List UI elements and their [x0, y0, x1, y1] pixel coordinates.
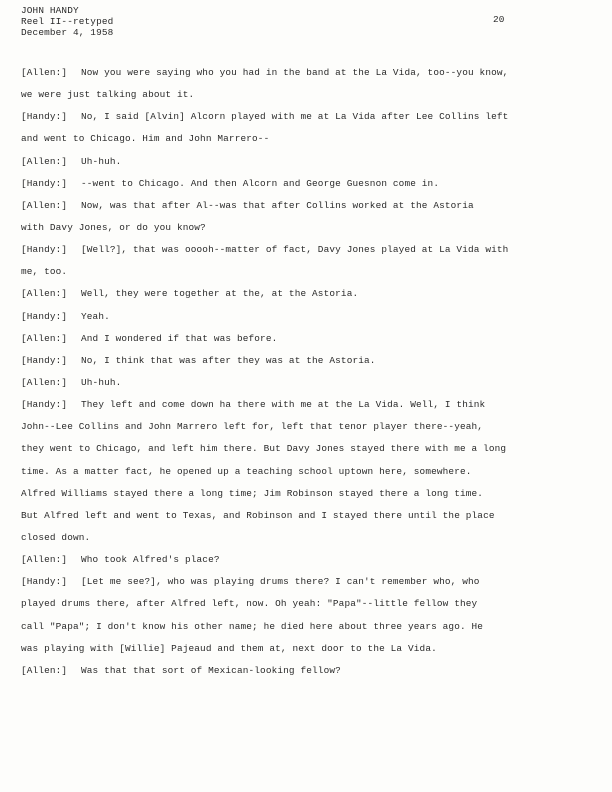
speaker-label: [Handy:] — [21, 111, 68, 123]
line-text: They left and come down ha there with me at the La Vida. Well, I think — [81, 399, 486, 411]
speaker-label: [Allen:] — [21, 67, 68, 78]
transcript-line — [21, 67, 581, 89]
transcript-line — [21, 576, 581, 598]
transcript-line — [21, 399, 581, 421]
transcript-line — [21, 111, 581, 133]
page-number: 20 — [493, 14, 505, 25]
line-text: Well, they were together at the, at the Astoria. — [81, 288, 359, 300]
line-text: But Alfred left and went to Texas, and Robinson and I stayed there until the place — [21, 509, 495, 521]
line-text: we were just talking about it. — [21, 89, 195, 101]
transcript-line — [21, 466, 581, 488]
transcript-line — [21, 156, 581, 178]
line-text: and went to Chicago. Him and John Marrero-- — [21, 133, 270, 145]
speaker-label: [Allen:] — [21, 376, 68, 388]
transcript-line — [21, 266, 581, 288]
transcript-line — [21, 443, 581, 465]
speaker-label: [Allen:] — [21, 332, 68, 344]
transcript-line — [21, 643, 581, 665]
speaker-label: [Handy:] — [21, 354, 68, 366]
line-text: --went to Chicago. And then Alcorn and George Guesnon come in. — [81, 177, 440, 189]
line-text: with Davy Jones, or do you know? — [21, 221, 206, 233]
transcript-line — [21, 377, 581, 399]
speaker-label: [Handy:] — [21, 399, 68, 411]
line-text: No, I think that was after they was at the Astoria. — [81, 354, 376, 366]
transcript-line — [21, 421, 581, 443]
line-text: Uh-huh. — [81, 376, 122, 388]
transcript-line — [21, 200, 581, 222]
line-text: call "Papa"; I don't know his other name; he died here about three years ago. He — [21, 620, 484, 632]
line-text: John--Lee Collins and John Marrero left for, left that tenor player there--yeah, — [21, 421, 484, 433]
line-text: Now you were saying who you had in the band at the La Vida, too--you know, — [81, 67, 509, 78]
line-text: Yeah. — [81, 310, 110, 322]
speaker-label: [Allen:] — [21, 155, 68, 167]
line-text: closed down. — [21, 531, 91, 543]
line-text: [Let me see?], who was playing drums there? I can't remember who, who — [81, 576, 480, 588]
line-text: was playing with [Willie] Pajeaud and them at, next door to the La Vida. — [21, 642, 437, 654]
line-text: time. As a matter fact, he opened up a teaching school uptown here, somewhere. — [21, 465, 472, 477]
reel-label: Reel II--retyped — [21, 16, 114, 27]
speaker-label: [Handy:] — [21, 576, 68, 588]
transcript-line — [21, 311, 581, 333]
line-text: [Well?], that was ooooh--matter of fact, Davy Jones played at La Vida with — [81, 244, 509, 256]
line-text: Alfred Williams stayed there a long time; Jim Robinson stayed there a long time. — [21, 487, 484, 499]
transcript-line — [21, 510, 581, 532]
transcript-line — [21, 621, 581, 643]
speaker-label: [Handy:] — [21, 310, 68, 322]
line-text: Who took Alfred's place? — [81, 554, 220, 566]
transcript-line — [21, 532, 581, 554]
transcript-line — [21, 288, 581, 310]
transcript-line — [21, 665, 581, 687]
line-text: Now, was that after Al--was that after Collins worked at the Astoria — [81, 199, 474, 211]
speaker-label: [Allen:] — [21, 664, 68, 676]
speaker-label: [Allen:] — [21, 199, 68, 211]
transcript-line — [21, 89, 581, 111]
transcript-line — [21, 133, 581, 155]
transcript-line — [21, 222, 581, 244]
line-text: Was that that sort of Mexican-looking fellow? — [81, 664, 341, 676]
transcript-line — [21, 554, 581, 576]
transcript-line — [21, 598, 581, 620]
interview-date: December 4, 1958 — [21, 27, 114, 38]
transcript-line — [21, 178, 581, 200]
speaker-label: [Allen:] — [21, 554, 68, 566]
interviewee-name: JOHN HANDY — [21, 5, 79, 16]
line-text: played drums there, after Alfred left, now. Oh yeah: "Papa"--little fellow they — [21, 598, 478, 610]
line-text: they went to Chicago, and left him there. But Davy Jones stayed there with me a long — [21, 443, 507, 455]
line-text: No, I said [Alvin] Alcorn played with me at La Vida after Lee Collins left — [81, 111, 509, 123]
transcript-line — [21, 244, 581, 266]
speaker-label: [Handy:] — [21, 177, 68, 189]
document-header — [21, 5, 113, 38]
speaker-label: [Handy:] — [21, 244, 68, 256]
line-text: Uh-huh. — [81, 155, 122, 167]
transcript-line — [21, 333, 581, 355]
transcript-line — [21, 355, 581, 377]
line-text: And I wondered if that was before. — [81, 332, 278, 344]
line-text: me, too. — [21, 266, 68, 278]
speaker-label: [Allen:] — [21, 288, 68, 300]
transcript-line — [21, 488, 581, 510]
transcript-body — [21, 67, 581, 687]
